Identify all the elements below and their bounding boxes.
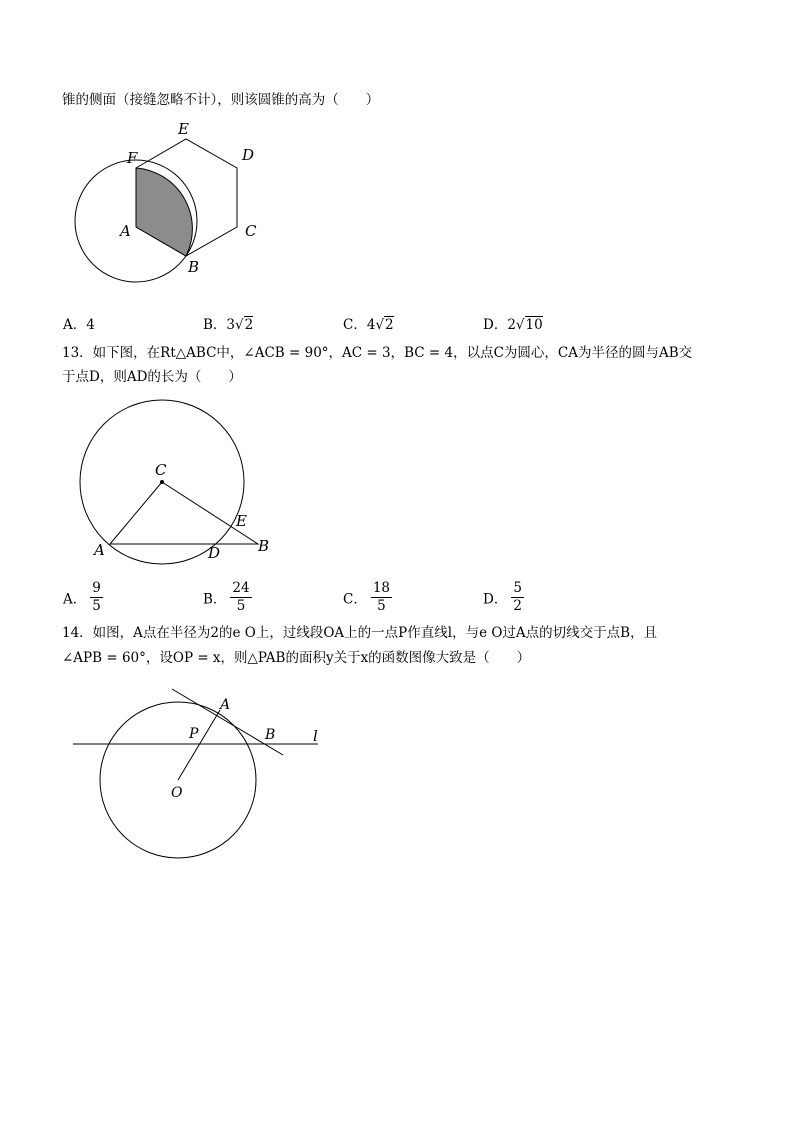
q14-stem-line2: ∠APB = 60°，设OP = x，则△PAB的面积y关于x的函数图像大致是（ ）: [62, 650, 531, 666]
q13-stem-line2: 于点D，则AD的长为（ ）: [62, 369, 242, 385]
q14-figure: [60, 680, 340, 865]
label-B: B: [265, 727, 276, 743]
q12-figure: [60, 115, 290, 285]
segment-oa: [178, 710, 220, 780]
label-A: A: [120, 222, 131, 240]
q12-option-a: A．4: [63, 317, 95, 333]
shaded-sector: [136, 168, 192, 256]
q12-option-b: B．3√2: [203, 317, 254, 333]
label-A: A: [220, 697, 231, 713]
label-A: A: [94, 541, 105, 559]
q12-option-c: C．4√2: [343, 317, 394, 333]
q13-option-d: D． $\frac{5}{2}$: [483, 580, 522, 614]
label-C: C: [155, 461, 167, 479]
label-E: E: [236, 512, 247, 530]
label-P: P: [189, 726, 199, 742]
q13-option-a: A． $\frac{9}{5}$: [63, 580, 101, 614]
label-B: B: [258, 537, 270, 555]
q14-stem-line1: 14．如图，A点在半径为2的e O上，过线段OA上的一点P作直线l，与e O过A点的切线交于点B，且: [62, 625, 658, 641]
label-F: F: [127, 149, 138, 167]
q13-option-c: C． $\frac{18}{5}$: [343, 580, 391, 614]
q12-option-d: D．2√10: [483, 317, 543, 333]
q13-stem-line1: 13．如下图，在Rt△ABC中，∠ACB = 90°，AC = 3，BC = 4，以点C为圆心，CA为半径的圆与AB交: [62, 345, 693, 361]
label-l: l: [313, 727, 318, 745]
q12-stem-tail: 锥的侧面（接缝忽略不计），则该圆锥的高为（ ）: [62, 92, 380, 108]
q13-option-b: B． $\frac{24}{5}$: [203, 580, 250, 614]
label-B: B: [188, 258, 200, 276]
label-D: D: [242, 146, 255, 164]
label-C: C: [245, 222, 257, 240]
label-D: D: [208, 544, 221, 562]
label-E: E: [178, 120, 189, 138]
label-O: O: [171, 785, 183, 801]
q13-figure: [70, 395, 280, 565]
